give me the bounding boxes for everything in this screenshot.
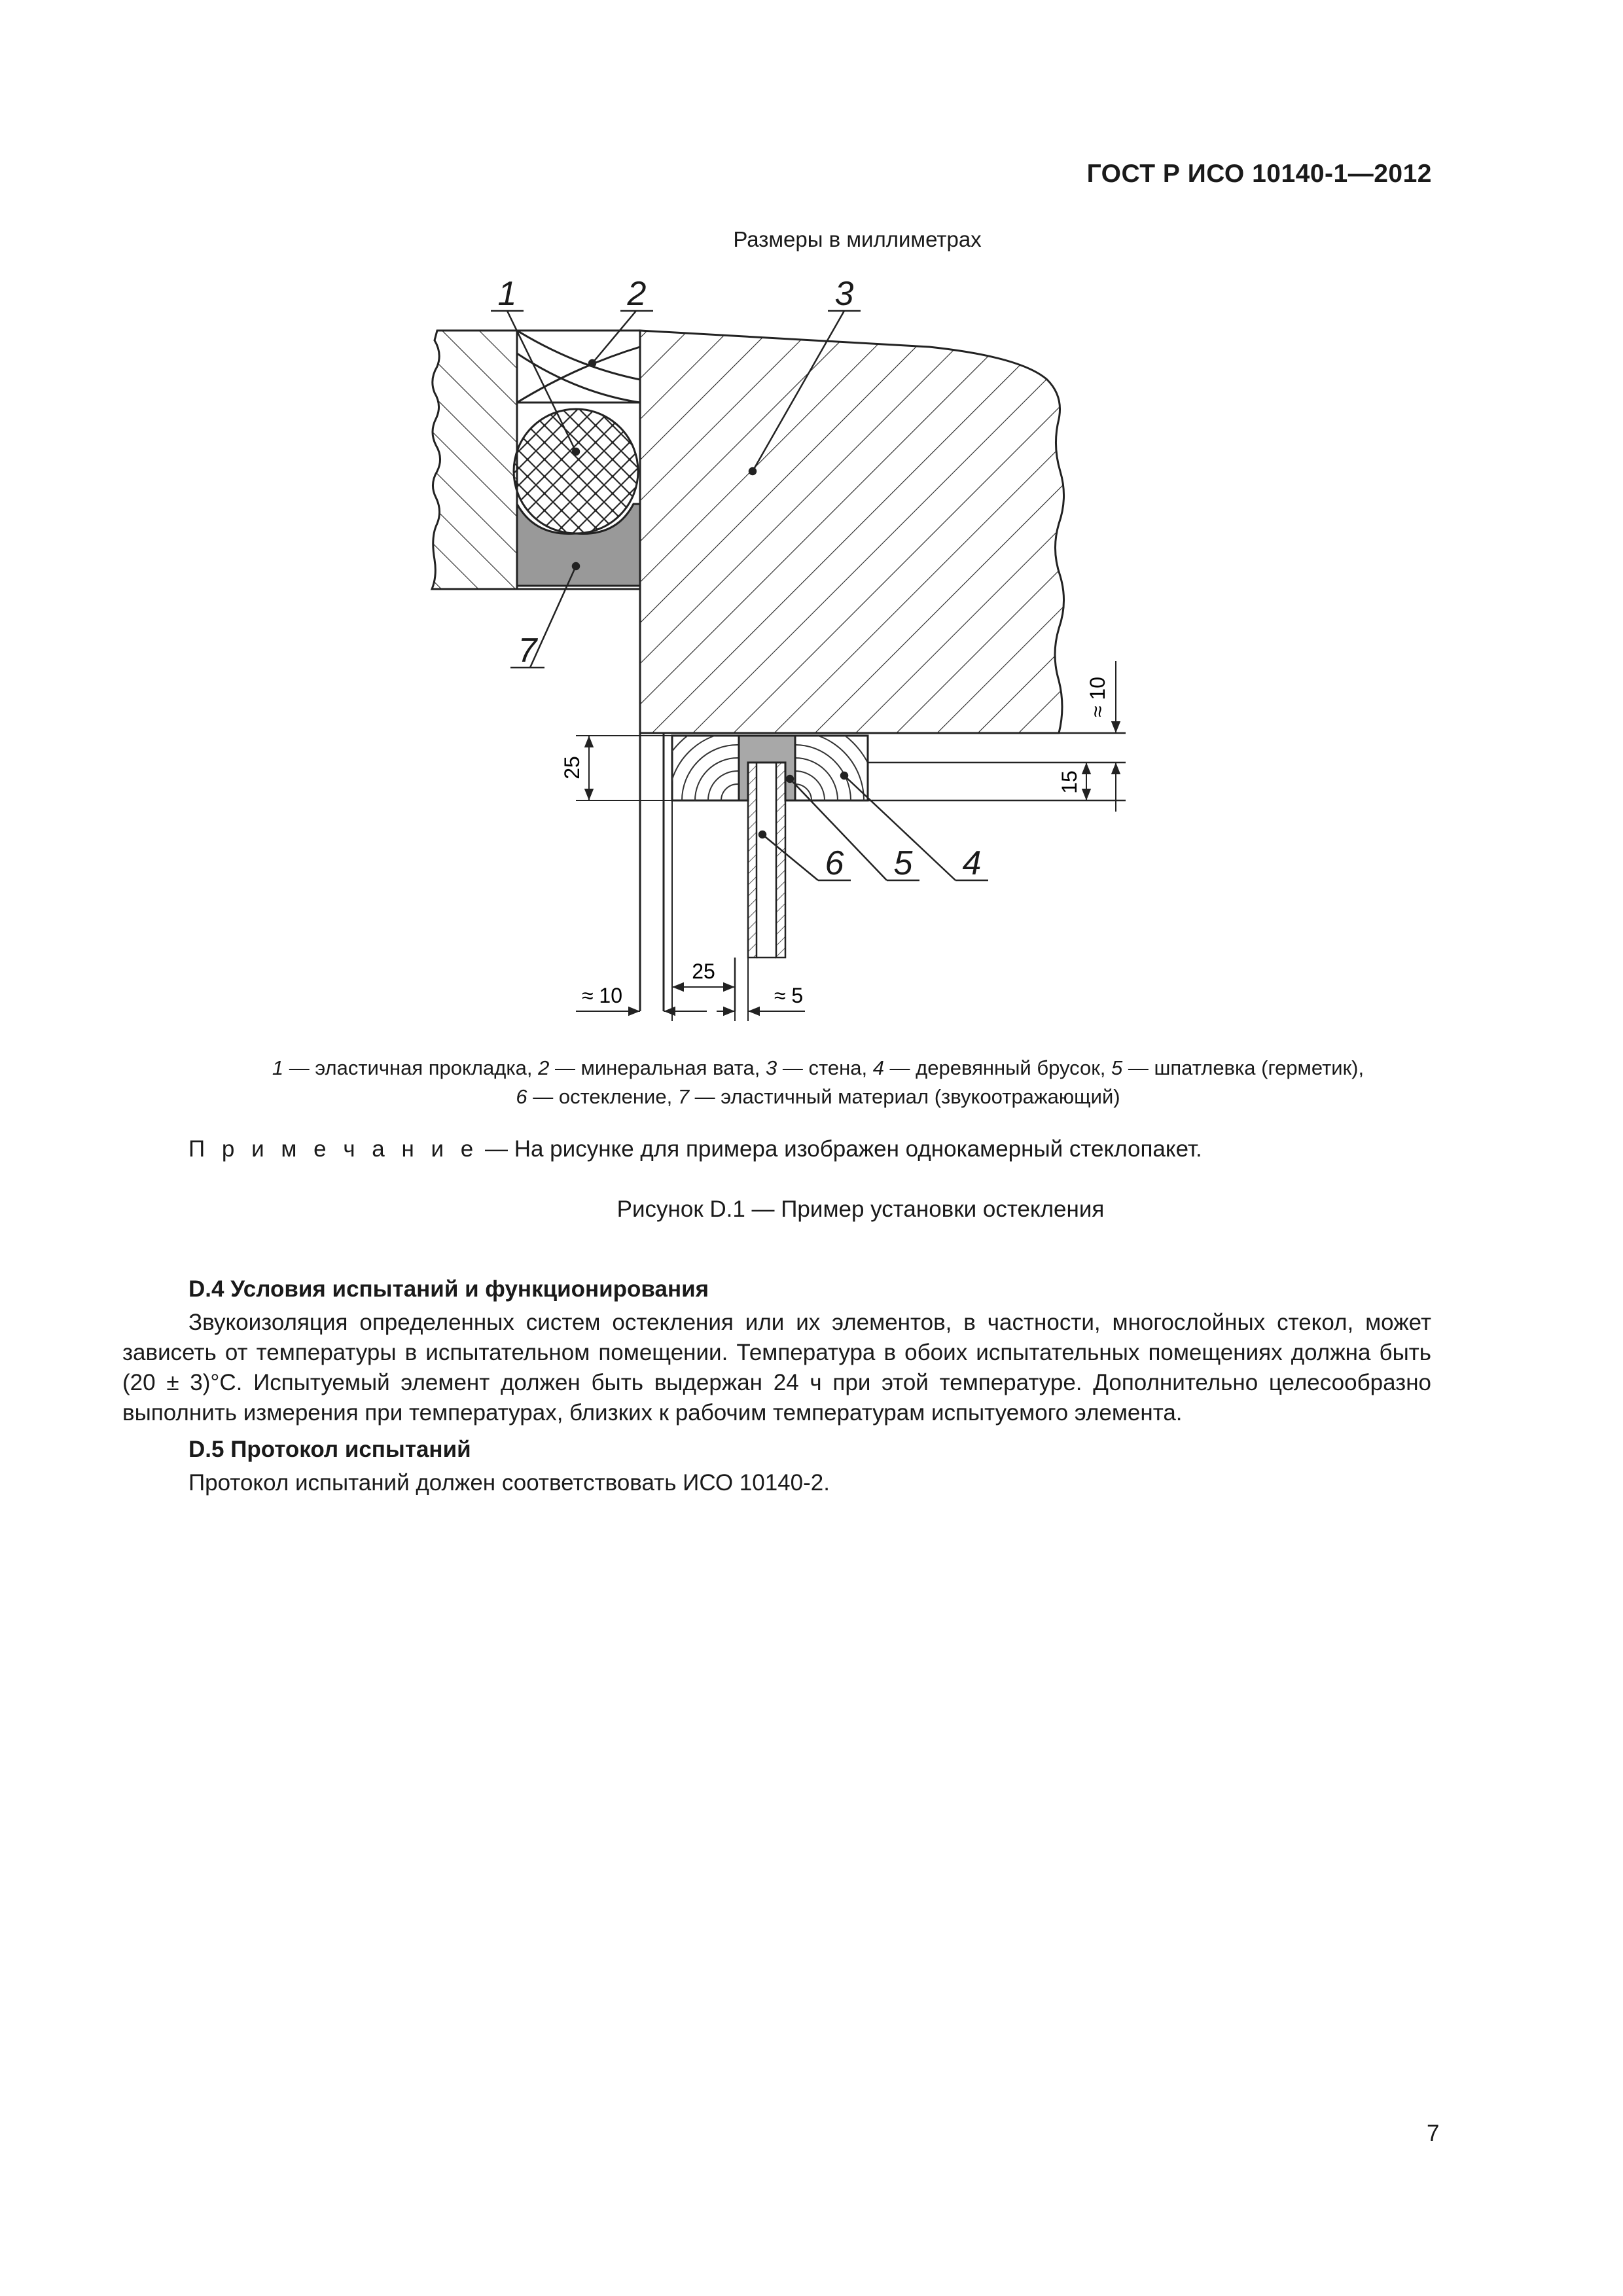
legend-text: — эластичный материал (звукоотражающий)	[689, 1085, 1120, 1108]
dim-15: 15	[1058, 770, 1081, 794]
glazing-installation-figure	[0, 0, 1623, 1047]
standard-code: ГОСТ Р ИСО 10140-1—2012	[1086, 160, 1432, 188]
dim-25-vertical: 25	[560, 756, 584, 780]
dim-approx-10-bottom: ≈ 10	[581, 984, 623, 1007]
legend-text: — шпатлевка (герметик),	[1122, 1056, 1364, 1079]
mineral-wool-2	[517, 331, 640, 403]
section-d4-body	[122, 1308, 1431, 1428]
legend-text: — деревянный брусок,	[883, 1056, 1112, 1079]
section-d4-heading: D.4 Условия испытаний и функционирования	[188, 1276, 709, 1302]
section-d5-text: Протокол испытаний должен соответствовать ИСО 10140-2.	[188, 1470, 830, 1496]
figure-caption: Рисунок D.1 — Пример установки остекления	[616, 1196, 1105, 1222]
callout-3: 3	[834, 275, 854, 313]
callout-7: 7	[518, 632, 537, 670]
note-label: П р и м е ч а н и е	[188, 1136, 479, 1162]
legend-num: 4	[872, 1056, 884, 1079]
left-wall-section	[432, 331, 517, 589]
legend-text: — эластичная прокладка,	[283, 1056, 539, 1079]
legend-text: — стена,	[777, 1056, 873, 1079]
legend-text: — остекление,	[527, 1085, 678, 1108]
legend-line-2	[13, 1083, 1623, 1111]
wall-3	[640, 331, 1064, 733]
legend-num: 6	[516, 1085, 527, 1108]
dim-approx-10-right: ≈ 10	[1086, 676, 1109, 718]
legend-num: 7	[677, 1085, 690, 1108]
legend-num: 5	[1111, 1056, 1123, 1079]
legend-num: 1	[272, 1056, 284, 1079]
callout-2: 2	[627, 275, 647, 313]
page-number: 7	[1427, 2121, 1440, 2146]
callout-6: 6	[825, 844, 844, 882]
callout-4: 4	[962, 844, 982, 882]
dim-25-horizontal: 25	[692, 960, 715, 983]
section-d4-text: Звукоизоляция определенных систем остекления или их элементов, в частности, многослойных стекол, может зависеть от температуры в испытательном помещении. Температура в обоих испытательных помещениях должна быть (20 ± 3)°С. Испытуемый элемент должен быть выдержан 24 ч при этой температуре. Дополнительно целесообразно выполнить измерения при температурах, близких к рабочим температурам испытуемого элемента.	[122, 1310, 1431, 1426]
dimensions-note: Размеры в миллиметрах	[733, 227, 982, 251]
figure-note	[188, 1136, 1202, 1162]
legend-num: 3	[766, 1056, 777, 1079]
section-d5-heading: D.5 Протокол испытаний	[188, 1437, 471, 1462]
section-d5-body	[122, 1468, 1431, 1498]
figure-legend	[0, 1054, 1623, 1111]
dim-approx-5: ≈ 5	[774, 984, 804, 1007]
callout-1: 1	[497, 275, 517, 313]
callout-5: 5	[893, 844, 913, 882]
elastic-gasket-1	[514, 409, 638, 533]
legend-text: — минеральная вата,	[549, 1056, 766, 1079]
legend-line-1	[13, 1054, 1623, 1083]
note-text: — На рисунке для примера изображен однокамерный стеклопакет.	[478, 1136, 1202, 1162]
legend-num: 2	[538, 1056, 550, 1079]
